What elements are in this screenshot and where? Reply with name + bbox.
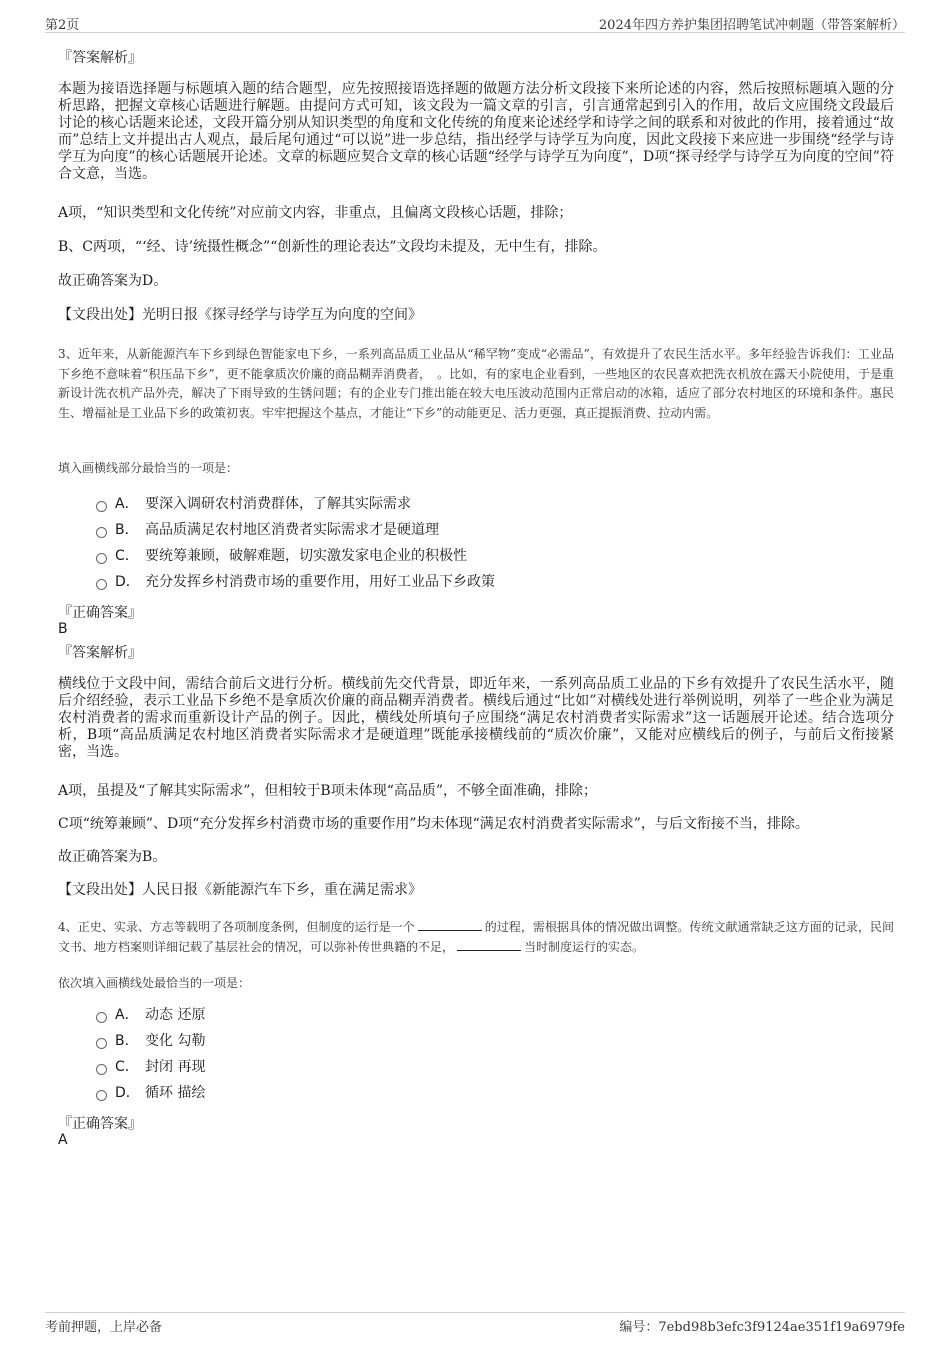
option-letter: C． — [115, 1059, 139, 1075]
q3-source: 【文段出处】人民日报《新能源汽车下乡，重在满足需求》 — [58, 882, 422, 898]
q4-stem-part1: 4、正史、实录、方志等载明了各项制度条例，但制度的运行是一个 — [58, 920, 415, 934]
q4-option-c[interactable] — [96, 1057, 205, 1077]
fill-blank-2 — [457, 939, 521, 951]
option-text: 变化 勾勒 — [145, 1033, 206, 1049]
q3-conclusion: 故正确答案为B。 — [58, 849, 167, 865]
q4-option-b[interactable] — [96, 1031, 205, 1051]
option-text: 高品质满足农村地区消费者实际需求才是硬道理 — [145, 522, 439, 538]
q3-option-b[interactable] — [96, 520, 439, 540]
q2-source: 【文段出处】光明日报《探寻经学与诗学互为向度的空间》 — [58, 307, 422, 323]
page-footer — [45, 1312, 905, 1336]
option-text: 动态 还原 — [145, 1007, 206, 1023]
q3-option-cd-analysis: C项“统筹兼顾”、D项“充分发挥乡村消费市场的重要作用”均未体现“满足农村消费者实际需求”，与后文衔接不当，排除。 — [58, 816, 809, 832]
document-code: 编号：7ebd98b3efc3f9124ae351f19a6979fe — [619, 1320, 905, 1335]
option-letter: B． — [115, 1033, 139, 1049]
footer-slogan: 考前押题，上岸必备 — [45, 1320, 163, 1335]
radio-icon[interactable] — [96, 1090, 107, 1101]
radio-icon[interactable] — [96, 1038, 107, 1049]
radio-icon[interactable] — [96, 527, 107, 538]
option-letter: B． — [115, 522, 139, 538]
q4-stem-part2: 的过程，需根据具体的情况做出调整。传统文献通常缺乏这方面的记录，民间文书、地方档案则详细记载了基层社会的情况，可以弥补传世典籍的不足， — [58, 920, 894, 954]
q3-analysis-text: 横线位于文段中间，需结合前后文进行分析。横线前先交代背景，即近年来，一系列高品质工业品的下乡有效提升了农民生活水平，随后介绍经验，表示工业品下乡绝不是拿质次价廉的商品糊弄消费者。横线后通过“比如”对横线处进行举例说明，列举了一些企业为满足农村消费者的需求而重新设计产品的例子。因此，横线处所填句子应围绕“满足农村消费者实际需求”这一话题展开论述。结合选项分析，B项“高品质满足农村地区消费者实际需求才是硬道理”既能承接横线前的“质次价廉”，又能对应横线后的例子，与前后文衔接紧密，当选。 — [58, 676, 894, 760]
option-text: 封闭 再现 — [145, 1059, 206, 1075]
q3-answer-label: 『正确答案』 — [58, 605, 142, 621]
q3-answer: B — [58, 621, 68, 637]
q4-stem-part3: 当时制度运行的实态。 — [524, 939, 645, 954]
q4-answer-label: 『正确答案』 — [58, 1116, 142, 1132]
option-text: 要深入调研农村消费群体，了解其实际需求 — [145, 496, 411, 512]
q2-conclusion: 故正确答案为D。 — [58, 273, 168, 289]
option-letter: A． — [115, 496, 139, 512]
q4-answer: A — [58, 1132, 68, 1148]
q3-option-c[interactable] — [96, 546, 467, 566]
option-letter: D． — [115, 1085, 140, 1101]
option-letter: A． — [115, 1007, 139, 1023]
q4-option-d[interactable] — [96, 1083, 205, 1103]
q4-option-a[interactable] — [96, 1005, 205, 1025]
q3-option-a-analysis: A项，虽提及“了解其实际需求”，但相较于B项未体现“高品质”，不够全面准确，排除； — [58, 783, 598, 799]
document-title: 2024年四方养护集团招聘笔试冲刺题（带答案解析） — [598, 18, 905, 33]
q2-option-bc-analysis: B、C两项，“‘经、诗’统摄性概念”“创新性的理论表达”文段均未提及，无中生有，排除。 — [58, 239, 607, 255]
radio-icon[interactable] — [96, 1064, 107, 1075]
q2-analysis-text: 本题为接语选择题与标题填入题的结合题型，应先按照接语选择题的做题方法分析文段接下来所论述的内容，然后按照标题填入题的分析思路，把握文章核心话题进行解题。由提问方式可知，该文段为一篇文章的引言，引言通常起到引入的作用，故后文应围绕文段最后讨论的核心话题来论述，文段开篇分别从知识类型的角度和文化传统的角度来论述经学和诗学之间的联系和对彼此的作用，接着通过“故而”总结上文并提出古人观点，最后尾句通过“可以说”进一步总结，指出经学与诗学互为向度，因此文段接下来应进一步围绕“经学与诗学互为向度”的核心话题展开论述。文章的标题应契合文章的核心话题“经学与诗学互为向度”，D项“探寻经学与诗学互为向度的空间”符合文意，当选。 — [58, 81, 894, 182]
page-header — [45, 14, 905, 33]
q2-option-a-analysis: A项，“知识类型和文化传统”对应前文内容，非重点，且偏离文段核心话题，排除； — [58, 205, 573, 221]
option-text: 充分发挥乡村消费市场的重要作用，用好工业品下乡政策 — [145, 574, 495, 590]
fill-blank-1 — [418, 919, 482, 931]
q2-analysis-label: 『答案解析』 — [58, 50, 142, 66]
option-text: 循环 描绘 — [145, 1085, 206, 1101]
radio-icon[interactable] — [96, 553, 107, 564]
q3-option-d[interactable] — [96, 572, 495, 592]
q4-stem — [58, 918, 894, 957]
q3-stem: 3、近年来，从新能源汽车下乡到绿色智能家电下乡，一系列高品质工业品从“稀罕物”变成“必需品”，有效提升了农民生活水平。多年经验告诉我们：工业品下乡绝不意味着“积压品下乡”，更不能拿质次价廉的商品糊弄消费者， 。比如，有的家电企业看到，一些地区的农民喜欢把洗衣机放在露天小院使用，于是重新设计洗衣机产品外壳，解决了下雨导致的生锈问题；有的企业专门推出能在较大电压波动范围内正常启动的冰箱，适应了部分农村地区的环境和条件。惠民生、增福祉是工业品下乡的政策初衷。牢牢把握这个基点，才能让“下乡”的动能更足、活力更强，真正提振消费、拉动内需。 — [58, 347, 894, 420]
q3-analysis-label: 『答案解析』 — [58, 645, 142, 661]
radio-icon[interactable] — [96, 579, 107, 590]
q3-option-a[interactable] — [96, 494, 411, 514]
q4-prompt: 依次填入画横线处最恰当的一项是： — [58, 976, 251, 990]
q3-prompt: 填入画横线部分最恰当的一项是： — [58, 461, 239, 475]
option-letter: D． — [115, 574, 140, 590]
radio-icon[interactable] — [96, 501, 107, 512]
option-letter: C． — [115, 548, 139, 564]
option-text: 要统筹兼顾，破解难题，切实激发家电企业的积极性 — [145, 548, 467, 564]
radio-icon[interactable] — [96, 1012, 107, 1023]
page-number: 第2页 — [45, 18, 80, 33]
